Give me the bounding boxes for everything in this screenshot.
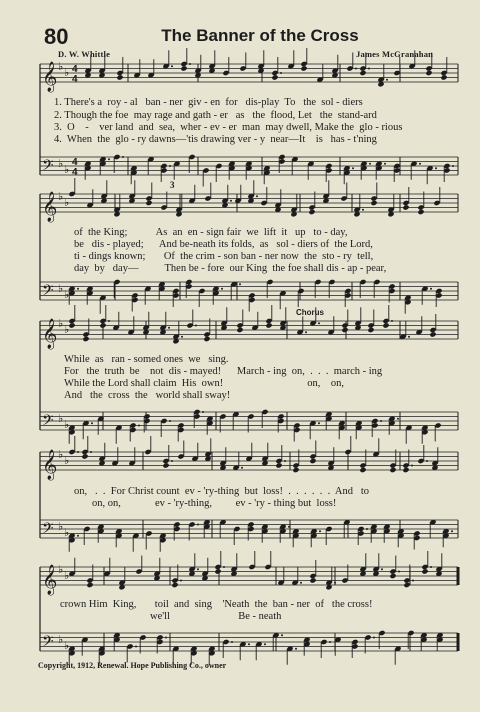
- note-head: [236, 327, 243, 333]
- verse-line-3: 3. O - ver land and sea, wher - ev - er man may dwell, Make the glo - rious: [54, 122, 403, 133]
- dot: [239, 283, 241, 285]
- dot: [168, 327, 170, 329]
- flat-icon: ♭: [64, 67, 70, 79]
- dot: [169, 165, 171, 167]
- dot: [195, 325, 197, 327]
- note-head: [145, 200, 152, 206]
- bass-clef-icon: 𝄢: [42, 282, 54, 303]
- note-head: [359, 70, 366, 76]
- flat-icon: ♭: [64, 289, 70, 301]
- chorus-label: Chorus: [296, 308, 324, 317]
- flat-icon: ♭: [64, 324, 70, 336]
- treble-clef-icon: 𝄞: [42, 450, 58, 480]
- note-head: [292, 467, 299, 473]
- note-head: [68, 322, 75, 328]
- dot: [430, 566, 432, 568]
- dot: [288, 526, 290, 528]
- dot: [419, 163, 421, 165]
- note-head: [389, 573, 396, 579]
- note-head: [203, 336, 210, 342]
- note-head: [214, 568, 221, 574]
- author-credit: D. W. Whittle: [58, 49, 111, 59]
- note-head: [429, 331, 436, 337]
- copyright-notice: Copyright, 1912, Renewal. Hope Publishing Co., owner: [38, 661, 227, 670]
- flat-icon: ♭: [64, 570, 70, 582]
- dot: [181, 336, 183, 338]
- lyric-line-2: we'll Be - neath: [150, 611, 282, 622]
- note-head: [81, 453, 88, 459]
- bass-clef-icon: 𝄢: [42, 412, 54, 433]
- dot: [280, 72, 282, 74]
- note-head: [309, 577, 316, 583]
- note-head: [82, 336, 89, 342]
- dot: [171, 65, 173, 67]
- dot: [122, 156, 124, 158]
- treble-clef-icon: 𝄞: [42, 192, 58, 222]
- bass-clef-icon: 𝄢: [42, 520, 54, 541]
- dot: [381, 568, 383, 570]
- flat-icon: ♭: [58, 521, 64, 533]
- dot: [391, 320, 393, 322]
- dot: [430, 288, 432, 290]
- note-head: [99, 322, 106, 328]
- verse-line-1: of the King; As an en - sign fair we lift it up to - day,: [74, 227, 348, 238]
- dot: [305, 331, 307, 333]
- flat-icon: ♭: [58, 191, 64, 203]
- triplet-mark: 3: [170, 180, 175, 190]
- flat-icon: ♭: [58, 449, 64, 461]
- dot: [171, 460, 173, 462]
- dot: [77, 451, 79, 453]
- dot: [241, 467, 243, 469]
- time-signature-numerator: 4: [72, 157, 78, 168]
- lyric-line-1: While as ran - somed ones we sing.: [64, 354, 229, 365]
- time-signature-numerator: 4: [72, 64, 78, 75]
- note-head: [308, 209, 315, 215]
- note-head: [275, 462, 282, 468]
- treble-clef-icon: 𝄞: [42, 565, 58, 595]
- dot: [248, 643, 250, 645]
- dot: [368, 68, 370, 70]
- flat-icon: ♭: [58, 413, 64, 425]
- note-head: [382, 322, 389, 328]
- note-head: [440, 74, 447, 80]
- composer-credit: James McGranahan: [356, 49, 434, 59]
- note-head: [370, 200, 377, 206]
- dot: [319, 530, 321, 532]
- verse-line-4: 4. When the glo - ry dawns—'tis drawing ver - y near—It is has - t'ning: [54, 134, 377, 145]
- bass-clef-icon: 𝄢: [42, 633, 54, 654]
- flat-icon: ♭: [58, 564, 64, 576]
- dot: [329, 641, 331, 643]
- note-head: [341, 327, 348, 333]
- note-head: [389, 467, 396, 473]
- flat-icon: ♭: [58, 318, 64, 330]
- dot: [408, 336, 410, 338]
- dot: [77, 535, 79, 537]
- dot: [197, 568, 199, 570]
- dot: [230, 200, 232, 202]
- dot: [369, 163, 371, 165]
- dot: [264, 643, 266, 645]
- dot: [169, 420, 171, 422]
- lyric-line-2: on, on, ev - 'ry-thing, ev - 'ry - thing but loss!: [92, 498, 337, 509]
- verse-line-3: ti - dings known; Of the crim - son ban - ner now the sto - ry tell,: [74, 251, 374, 262]
- note-head: [402, 467, 409, 473]
- note-head: [180, 65, 187, 71]
- dot: [318, 322, 320, 324]
- time-signature-denominator: 4: [72, 167, 78, 178]
- dot: [380, 420, 382, 422]
- dot: [221, 288, 223, 290]
- hymn-title: The Banner of the Cross: [161, 26, 359, 45]
- dot: [426, 460, 428, 462]
- dot: [386, 79, 388, 81]
- dot: [334, 582, 336, 584]
- dot: [397, 418, 399, 420]
- note-head: [271, 74, 278, 80]
- dot: [435, 167, 437, 169]
- dot: [91, 422, 93, 424]
- flat-icon: ♭: [58, 283, 64, 295]
- dot: [452, 165, 454, 167]
- dot: [295, 648, 297, 650]
- note-head: [367, 327, 374, 333]
- flat-icon: ♭: [64, 197, 70, 209]
- note-head: [265, 322, 272, 328]
- dot: [362, 209, 364, 211]
- dot: [412, 580, 414, 582]
- dot: [108, 158, 110, 160]
- dot: [197, 524, 199, 526]
- dot: [77, 288, 79, 290]
- lyric-line-1: crown Him King, toil and sing 'Neath the ban - ner of the cross!: [60, 599, 373, 610]
- dot: [281, 634, 283, 636]
- lyric-line-2: For the truth be not dis - mayed! March - ing on, . . . march - ing: [64, 366, 383, 377]
- lyric-line-1: on, . . For Christ count ev - 'ry-thing but loss! . . . . . . And to: [74, 486, 370, 497]
- dot: [411, 465, 413, 467]
- note-head: [171, 582, 178, 588]
- dot: [165, 637, 167, 639]
- note-head: [421, 568, 428, 574]
- dot: [398, 571, 400, 573]
- dot: [300, 582, 302, 584]
- note-head: [425, 70, 432, 76]
- flat-icon: ♭: [64, 527, 70, 539]
- lyric-line-4: And the cross the world shall sway!: [64, 390, 231, 401]
- verse-line-2: 2. Though the foe may rage and gath - er as the flood, Let the stand-ard: [54, 110, 377, 121]
- flat-icon: ♭: [58, 61, 64, 73]
- dot: [373, 637, 375, 639]
- note-head: [86, 582, 93, 588]
- note-head: [359, 467, 366, 473]
- note-head: [116, 74, 123, 80]
- note-head: [162, 462, 169, 468]
- bass-clef-icon: 𝄢: [42, 157, 54, 178]
- hymn-number: 80: [44, 24, 69, 49]
- dot: [135, 646, 137, 648]
- dot: [366, 528, 368, 530]
- note-head: [402, 204, 409, 210]
- dot: [90, 451, 92, 453]
- verse-line-1: 1. There's a roy - al ban - ner giv - en for dis-play To the sol - diers: [54, 97, 363, 108]
- verse-line-4: day by day— Then be - fore our King the foe shall dis - ap - pear,: [74, 263, 387, 274]
- verse-line-2: be dis - played; And be-neath its folds, as sol - diers of the Lord,: [74, 239, 373, 250]
- flat-icon: ♭: [58, 158, 64, 170]
- dot: [355, 68, 357, 70]
- treble-clef-icon: 𝄞: [42, 319, 58, 349]
- flat-icon: ♭: [64, 419, 70, 431]
- note-head: [300, 65, 307, 71]
- dot: [256, 195, 258, 197]
- flat-icon: ♭: [64, 640, 70, 652]
- dot: [189, 63, 191, 65]
- treble-clef-icon: 𝄞: [42, 62, 58, 92]
- dot: [284, 460, 286, 462]
- dot: [202, 411, 204, 413]
- flat-icon: ♭: [64, 455, 70, 467]
- dot: [384, 163, 386, 165]
- dot: [180, 580, 182, 582]
- dot: [223, 566, 225, 568]
- flat-icon: ♭: [58, 634, 64, 646]
- note-head: [417, 209, 424, 215]
- dot: [108, 320, 110, 322]
- lyric-line-3: While the Lord shall claim His own! on, on,: [64, 378, 344, 389]
- dot: [138, 425, 140, 427]
- dot: [352, 167, 354, 169]
- flat-icon: ♭: [64, 164, 70, 176]
- dot: [318, 422, 320, 424]
- dot: [231, 641, 233, 643]
- note-head: [309, 458, 316, 464]
- time-signature-denominator: 4: [72, 74, 78, 85]
- dot: [451, 530, 453, 532]
